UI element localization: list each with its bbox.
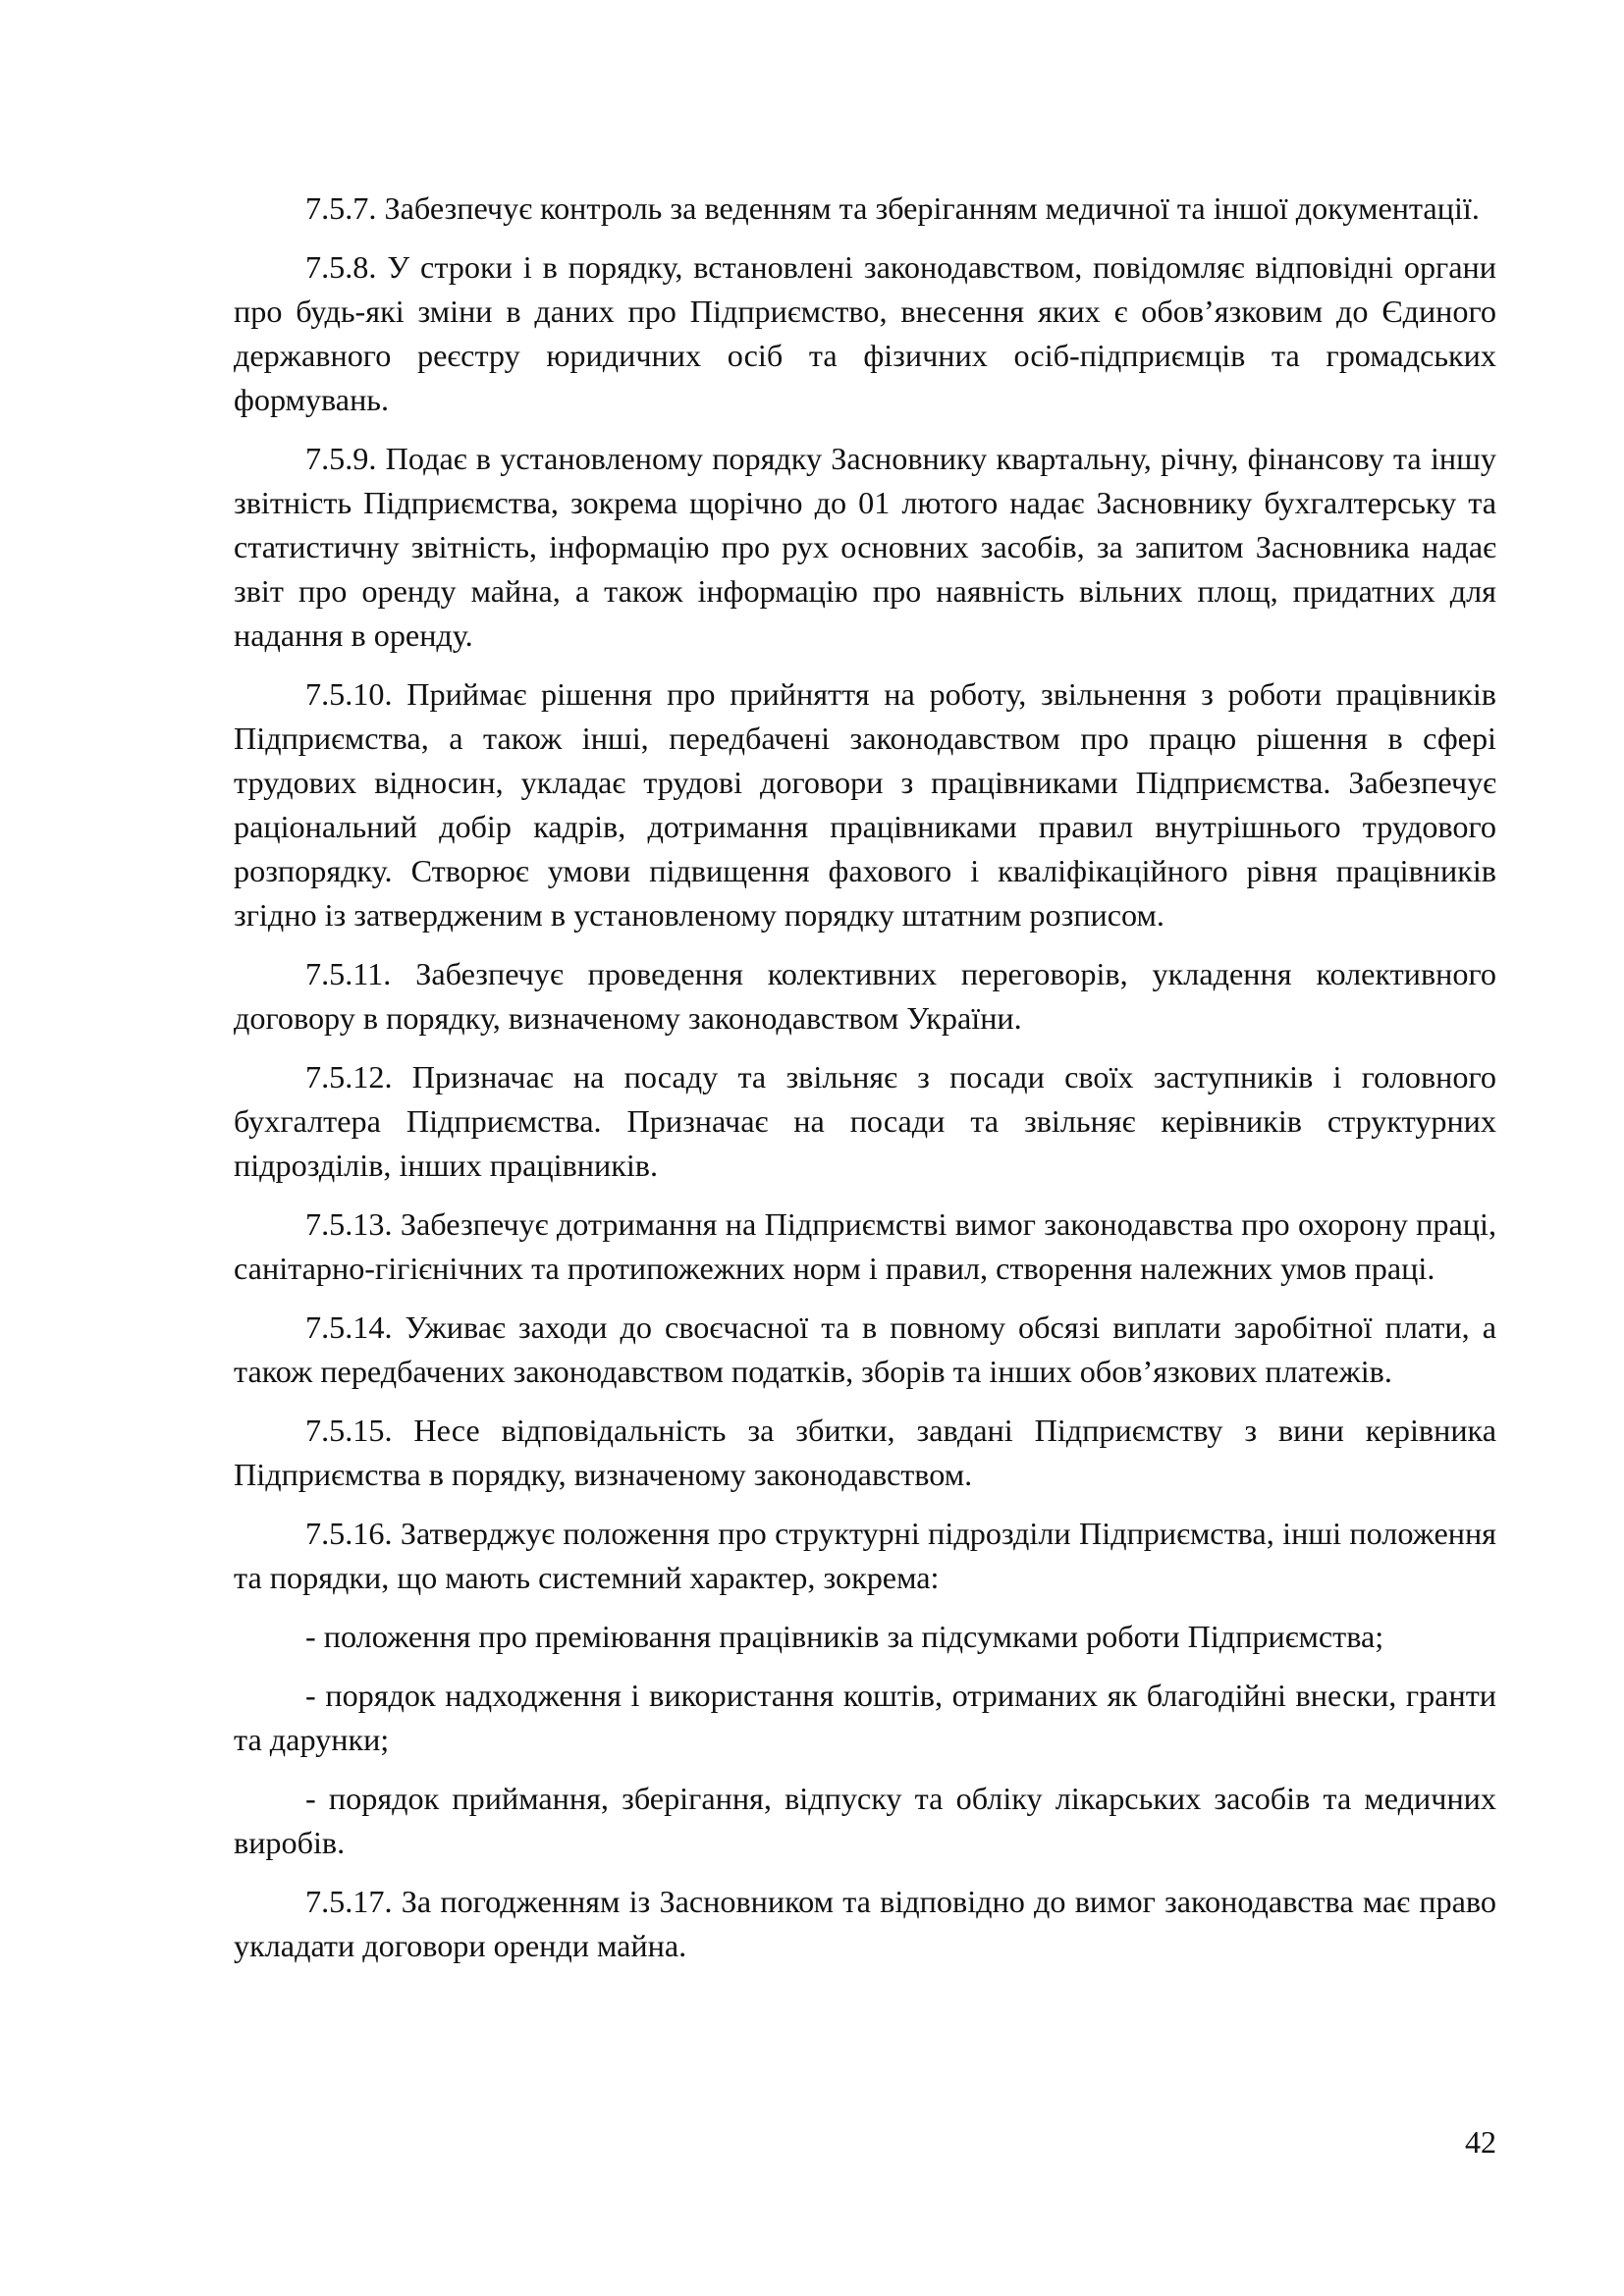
paragraph-7-5-17: 7.5.17. За погодженням із Засновником та відповідно до вимог законодавства має право укладати договори оренди майна. xyxy=(234,1884,1496,1963)
list-item-donations-procedure: - порядок надходження і використання коштів, отриманих як благодійні внески, гранти та дарунки; xyxy=(234,1678,1496,1757)
paragraph-7-5-8: 7.5.8. У строки і в порядку, встановлені законодавством, повідомляє відповідні органи про будь-які зміни в даних про Підприємство, внесення яких є обов’язковим до Єдиного державного реєстру юридичних осіб та фізичних осіб-підприємців та громадських формувань. xyxy=(234,249,1496,417)
paragraph-7-5-12: 7.5.12. Призначає на посаду та звільняє з посади своїх заступників і головного бухгалтера Підприємства. Призначає на посади та звільняє керівників структурних підрозділів, інших працівників. xyxy=(234,1059,1496,1183)
paragraph-7-5-13: 7.5.13. Забезпечує дотримання на Підприємстві вимог законодавства про охорону праці, санітарно-гігієнічних та протипожежних норм і правил, створення належних умов праці. xyxy=(234,1206,1496,1286)
paragraph-7-5-11: 7.5.11. Забезпечує проведення колективних переговорів, укладення колективного договору в порядку, визначеному законодавством України. xyxy=(234,956,1496,1036)
paragraph-7-5-15: 7.5.15. Несе відповідальність за збитки, завдані Підприємству з вини керівника Підприємства в порядку, визначеному законодавством. xyxy=(234,1413,1496,1492)
paragraph-7-5-10: 7.5.10. Приймає рішення про прийняття на роботу, звільнення з роботи працівників Підприємства, а також інші, передбачені законодавством про працю рішення в сфері трудових відносин, укладає трудові договори з працівниками Підприємства. Забезпечує раціональний добір кадрів, дотримання працівниками правил внутрішнього трудового розпорядку. Створює умови підвищення фахового і кваліфікаційного рівня працівників згідно із затвердженим в установленому порядку штатним розписом. xyxy=(234,676,1496,933)
paragraph-7-5-16: 7.5.16. Затверджує положення про структурні підрозділи Підприємства, інші положення та порядки, що мають системний характер, зокрема: xyxy=(234,1516,1496,1595)
list-item-medicines-procedure: - порядок приймання, зберігання, відпуску та обліку лікарських засобів та медичних виробів. xyxy=(234,1781,1496,1860)
page-number: 42 xyxy=(1465,2124,1496,2160)
paragraph-7-5-7: 7.5.7. Забезпечує контроль за веденням та зберіганням медичної та іншої документації. xyxy=(305,190,1480,226)
list-item-bonus-regulation: - положення про преміювання працівників за підсумками роботи Підприємства; xyxy=(305,1619,1384,1654)
document-body xyxy=(234,187,1496,1983)
paragraph-7-5-14: 7.5.14. Уживає заходи до своєчасної та в повному обсязі виплати заробітної плати, а також передбачених законодавством податків, зборів та інших обов’язкових платежів. xyxy=(234,1309,1496,1389)
paragraph-7-5-9: 7.5.9. Подає в установленому порядку Засновнику квартальну, річну, фінансову та іншу звітність Підприємства, зокрема щорічно до 01 лютого надає Засновнику бухгалтерську та статистичну звітність, інформацію про рух основних засобів, за запитом Засновника надає звіт про оренду майна, а також інформацію про наявність вільних площ, придатних для надання в оренду. xyxy=(234,441,1496,653)
